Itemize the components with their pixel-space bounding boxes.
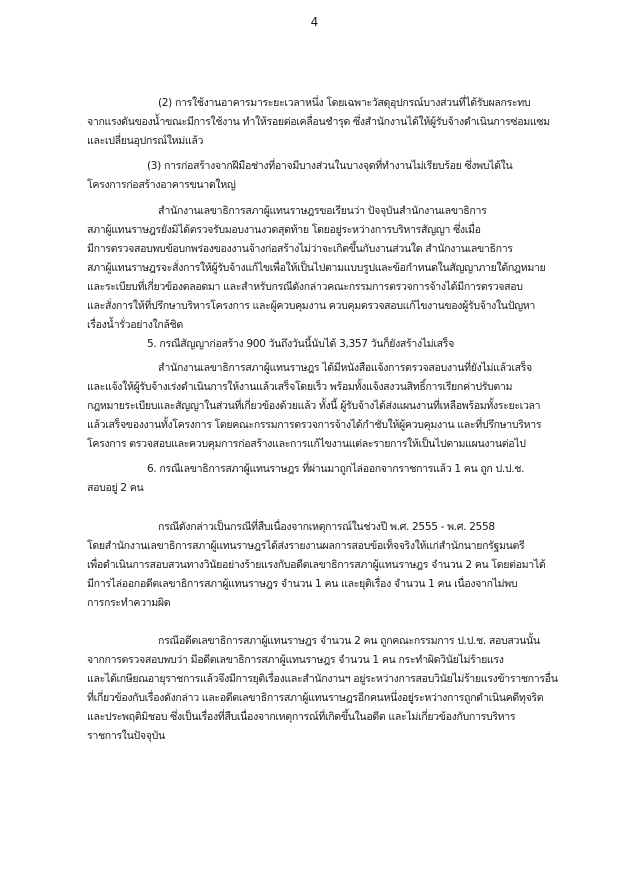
body-line: และสั่งการให้ที่ปรึกษาบริหารโครงการ และผู้ควบคุมงาน ควบคุมตรวจสอบแก้ไขงานของผู้รับจ้างในปัญหา — [87, 300, 535, 312]
body-line: และประพฤติมิชอบ ซึ่งเป็นเรื่องที่สืบเนื่องจากเหตุการณ์ที่เกิดขึ้นในอดีต และไม่เกี่ยวข้องกับการบริหาร — [87, 711, 516, 723]
body-line: โครงการ ตรวจสอบและควบคุมการก่อสร้างและการแก้ไขงานแต่ละรายการให้เป็นไปตามแผนงานต่อไป — [87, 438, 526, 450]
body-line: และแจ้งให้ผู้รับจ้างเร่งดำเนินการให้งานแล้วเสร็จโดยเร็ว พร้อมทั้งแจ้งสงวนสิทธิ์การเรียกค่าปรับตาม — [87, 381, 513, 393]
body-line: (3) การก่อสร้างจากฝีมือช่างที่อาจมีบางส่วนในบางจุดที่ทำงานไม่เรียบร้อย ซึ่งพบได้ใน — [147, 160, 513, 172]
page-number: 4 — [310, 15, 319, 29]
section-heading: 5. กรณีสัญญาก่อสร้าง 900 วันถึงวันนี้นับได้ 3,357 วันก็ยังสร้างไม่เสร็จ — [147, 338, 454, 350]
body-line: สำนักงานเลขาธิการสภาผู้แทนราษฎรขอเรียนว่า ปัจจุบันสำนักงานเลขาธิการ — [158, 205, 487, 217]
body-line: ที่เกี่ยวข้องกับเรื่องดังกล่าว และอดีตเลขาธิการสภาผู้แทนราษฎรอีกคนหนึ่งอยู่ระหว่างการถูกดำเนินคดีทุจริต — [87, 692, 544, 704]
body-line: โครงการก่อสร้างอาคารขนาดใหญ่ — [87, 179, 236, 191]
body-line: เพื่อดำเนินการสอบสวนทางวินัยอย่างร้ายแรงกับอดีตเลขาธิการสภาผู้แทนราษฎร จำนวน 2 คน โดยต่อมาได้ — [87, 559, 546, 571]
body-line: สภาผู้แทนราษฎรยังมิได้ตรวจรับมอบงานงวดสุดท้าย โดยอยู่ระหว่างการบริหารสัญญา ซึ่งเมื่อ — [87, 224, 481, 236]
body-line: การกระทำความผิด — [87, 597, 171, 609]
body-line: ราชการในปัจจุบัน — [87, 730, 165, 742]
body-line: สำนักงานเลขาธิการสภาผู้แทนราษฎร ได้มีหนังสือแจ้งการตรวจสอบงานที่ยังไม่แล้วเสร็จ — [158, 362, 532, 374]
body-line: มีการตรวจสอบพบข้อบกพร่องของงานจ้างก่อสร้างไม่ว่าจะเกิดขึ้นกับงานส่วนใด สำนักงานเลขาธิการ — [87, 243, 513, 255]
body-line: และเปลี่ยนอุปกรณ์ใหม่แล้ว — [87, 135, 204, 147]
body-line: (2) การใช้งานอาคารมาระยะเวลาหนึ่ง โดยเฉพาะวัสดุอุปกรณ์บางส่วนที่ได้รับผลกระทบ — [158, 97, 531, 109]
body-line: และได้เกษียณอายุราชการแล้วจึงมีการยุติเรื่องและสำนักงานฯ อยู่ระหว่างการสอบวินัยไม่ร้ายแรงข้าราชการอื่น — [87, 673, 558, 685]
section-heading: 6. กรณีเลขาธิการสภาผู้แทนราษฎร ที่ผ่านมาถูกไล่ออกจากราชการแล้ว 1 คน ถูก ป.ป.ช. — [147, 463, 525, 475]
body-line: สภาผู้แทนราษฎรจะสั่งการให้ผู้รับจ้างแก้ไขเพื่อให้เป็นไปตามแบบรูปและข้อกำหนดในสัญญาภายใต้กฎหมาย — [87, 262, 546, 274]
body-line: กรณีอดีตเลขาธิการสภาผู้แทนราษฎร จำนวน 2 คน ถูกคณะกรรมการ ป.ป.ช. สอบสวนนั้น — [158, 635, 540, 647]
body-line: และระเบียบที่เกี่ยวข้องตลอดมา และสำหรับกรณีดังกล่าวคณะกรรมการตรวจการจ้างได้มีการตรวจสอบ — [87, 281, 523, 293]
body-line: จากแรงดันของน้ำขณะมีการใช้งาน ทำให้รอยต่อเคลื่อนชำรุด ซึ่งสำนักงานได้ให้ผู้รับจ้างดำเนินการซ่อมแซม — [87, 116, 550, 128]
body-line: กรณีดังกล่าวเป็นกรณีที่สืบเนื่องจากเหตุการณ์ในช่วงปี พ.ศ. 2555 - พ.ศ. 2558 — [158, 521, 495, 533]
section-heading: สอบอยู่ 2 คน — [87, 482, 144, 494]
body-line: แล้วเสร็จของงานทั้งโครงการ โดยคณะกรรมการตรวจการจ้างได้กำชับให้ผู้ควบคุมงาน และที่ปรึกษาบริหาร — [87, 419, 542, 431]
body-line: โดยสำนักงานเลขาธิการสภาผู้แทนราษฎรได้ส่งรายงานผลการสอบข้อเท็จจริงให้แก่สำนักนายกรัฐมนตรี — [87, 540, 525, 552]
body-line: มีการไล่ออกอดีตเลขาธิการสภาผู้แทนราษฎร จำนวน 1 คน และยุติเรื่อง จำนวน 1 คน เนื่องจากไม่พบ — [87, 578, 518, 590]
body-line: จากการตรวจสอบพบว่า มีอดีตเลขาธิการสภาผู้แทนราษฎร จำนวน 1 คน กระทำผิดวินัยไม่ร้ายแรง — [87, 654, 504, 666]
body-line: เรื่องน้ำรั่วอย่างใกล้ชิด — [87, 319, 183, 331]
body-line: กฎหมายระเบียบและสัญญาในส่วนที่เกี่ยวข้องด้วยแล้ว ทั้งนี้ ผู้รับจ้างได้ส่งแผนงานที่เหลือพร้อมทั้งระยะเวลา — [87, 400, 541, 412]
